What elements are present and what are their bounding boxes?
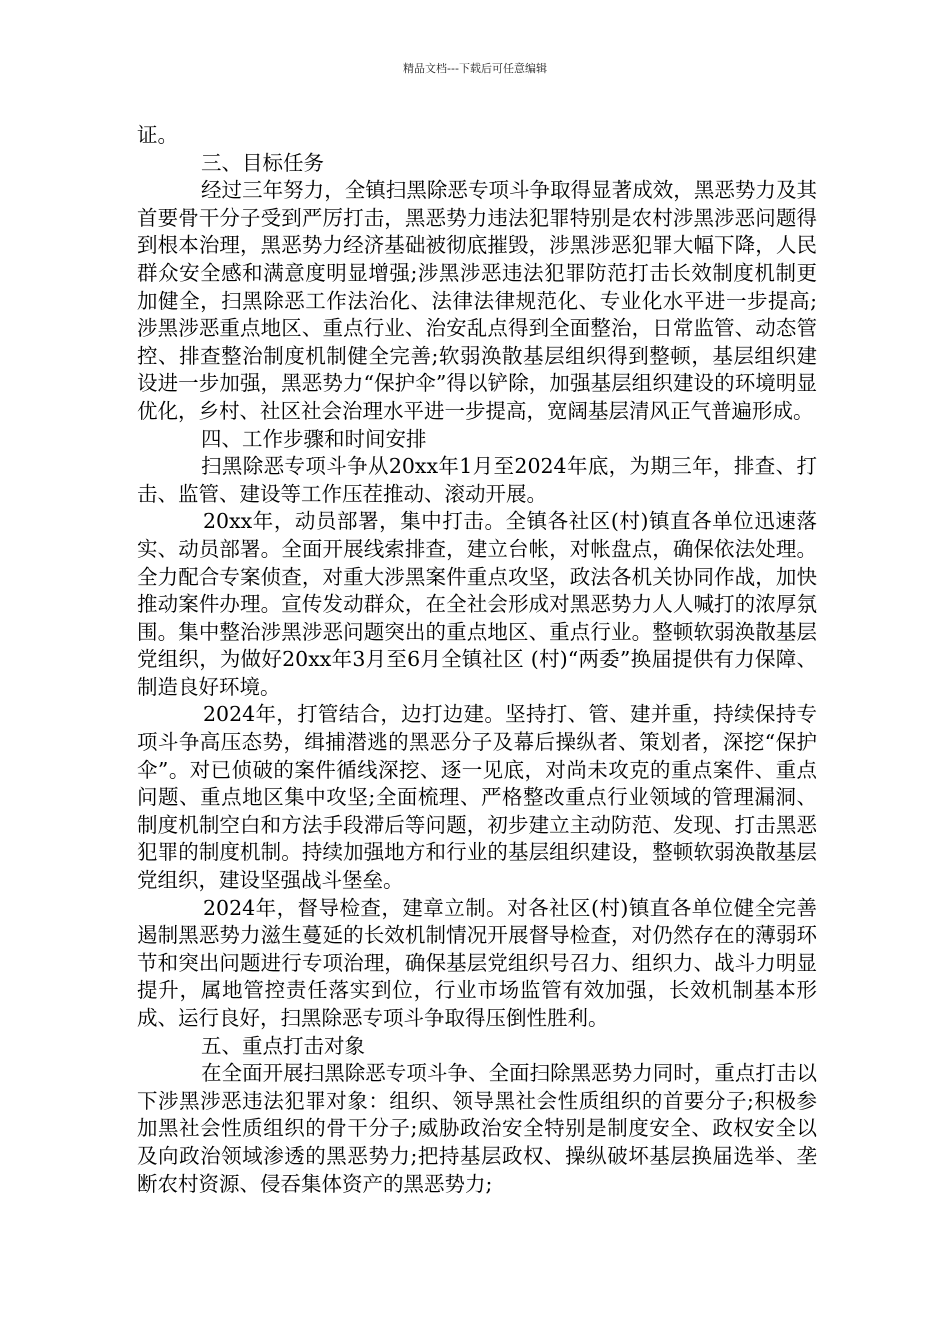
paragraph-year-three: 2024年，督导检查，建章立制。对各社区(村)镇直各单位健全完善遏制黑恶势力滋生蔓延的长效机制情况开展督导检查，对仍然存在的薄弱环节和突出问题进行专项治理，确保基层党组织号召力、组织力、战斗力明显提升，属地管控责任落实到位，行业市场监管有效加强，长效机制基本形成、运行良好，扫黑除恶专项斗争取得压倒性胜利。 — [137, 895, 817, 1030]
section-heading-targets: 五、重点打击对象 — [201, 1033, 365, 1058]
paragraph-year-two: 2024年，打管结合，边打边建。坚持打、管、建并重，持续保持专项斗争高压态势，缉捕潜逃的黑恶分子及幕后操纵者、策划者，深挖“保护伞”。对已侦破的案件循线深挖、逐一见底，对尚未攻克的重点案件、重点问题、重点地区集中攻坚;全面梳理、严格整改重点行业领域的管理漏洞、制度机制空白和方法手段滞后等问题，初步建立主动防范、发现、打击黑恶犯罪的制度机制。持续加强地方和行业的基层组织建设，整顿软弱涣散基层党组织，建设坚强战斗堡垒。 — [137, 702, 817, 893]
paragraph-continuation: 证。 — [137, 123, 178, 147]
section-heading-schedule: 四、工作步骤和时间安排 — [201, 426, 427, 451]
page-header: 精品文档---下载后可任意编辑 — [403, 62, 547, 75]
document-body — [137, 122, 817, 1198]
section-heading-goals: 三、目标任务 — [201, 150, 324, 175]
paragraph-goals: 经过三年努力，全镇扫黑除恶专项斗争取得显著成效，黑恶势力及其首要骨干分子受到严厉打击，黑恶势力违法犯罪特别是农村涉黑涉恶问题得到根本治理，黑恶势力经济基础被彻底摧毁，涉黑涉恶犯罪大幅下降，人民群众安全感和满意度明显增强;涉黑涉恶违法犯罪防范打击长效制度机制更加健全，扫黑除恶工作法治化、法律法律规范化、专业化水平进一步提高;涉黑涉恶重点地区、重点行业、治安乱点得到全面整治，日常监管、动态管控、排查整治制度机制健全完善;软弱涣散基层组织得到整顿，基层组织建设进一步加强，黑恶势力“保护伞”得以铲除，加强基层组织建设的环境明显优化，乡村、社区社会治理水平进一步提高，宽阔基层清风正气普遍形成。 — [137, 178, 817, 423]
paragraph-year-one: 20xx年，动员部署，集中打击。全镇各社区(村)镇直各单位迅速落实、动员部署。全面开展线索排查，建立台帐，对帐盘点，确保依法处理。全力配合专案侦查，对重大涉黑案件重点攻坚，政法各机关协同作战，加快推动案件办理。宣传发动群众，在全社会形成对黑恶势力人人喊打的浓厚氛围。集中整治涉黑涉恶问题突出的重点地区、重点行业。整顿软弱涣散基层党组织，为做好20xx年3月至6月全镇社区 (村)“两委”换届提供有力保障、制造良好环境。 — [137, 509, 817, 699]
paragraph-targets: 在全面开展扫黑除恶专项斗争、全面扫除黑恶势力同时，重点打击以下涉黑涉恶违法犯罪对象：组织、领导黑社会性质组织的首要分子;积极参加黑社会性质组织的骨干分子;威胁政治安全特别是制度安全、政权安全以及向政治领域渗透的黑恶势力;把持基层政权、操纵破坏基层换届选举、垄断农村资源、侵吞集体资产的黑恶势力; — [137, 1061, 817, 1196]
paragraph-schedule-overview: 扫黑除恶专项斗争从20xx年1月至2024年底，为期三年，排查、打击、监管、建设等工作压茬推动、滚动开展。 — [137, 454, 817, 506]
